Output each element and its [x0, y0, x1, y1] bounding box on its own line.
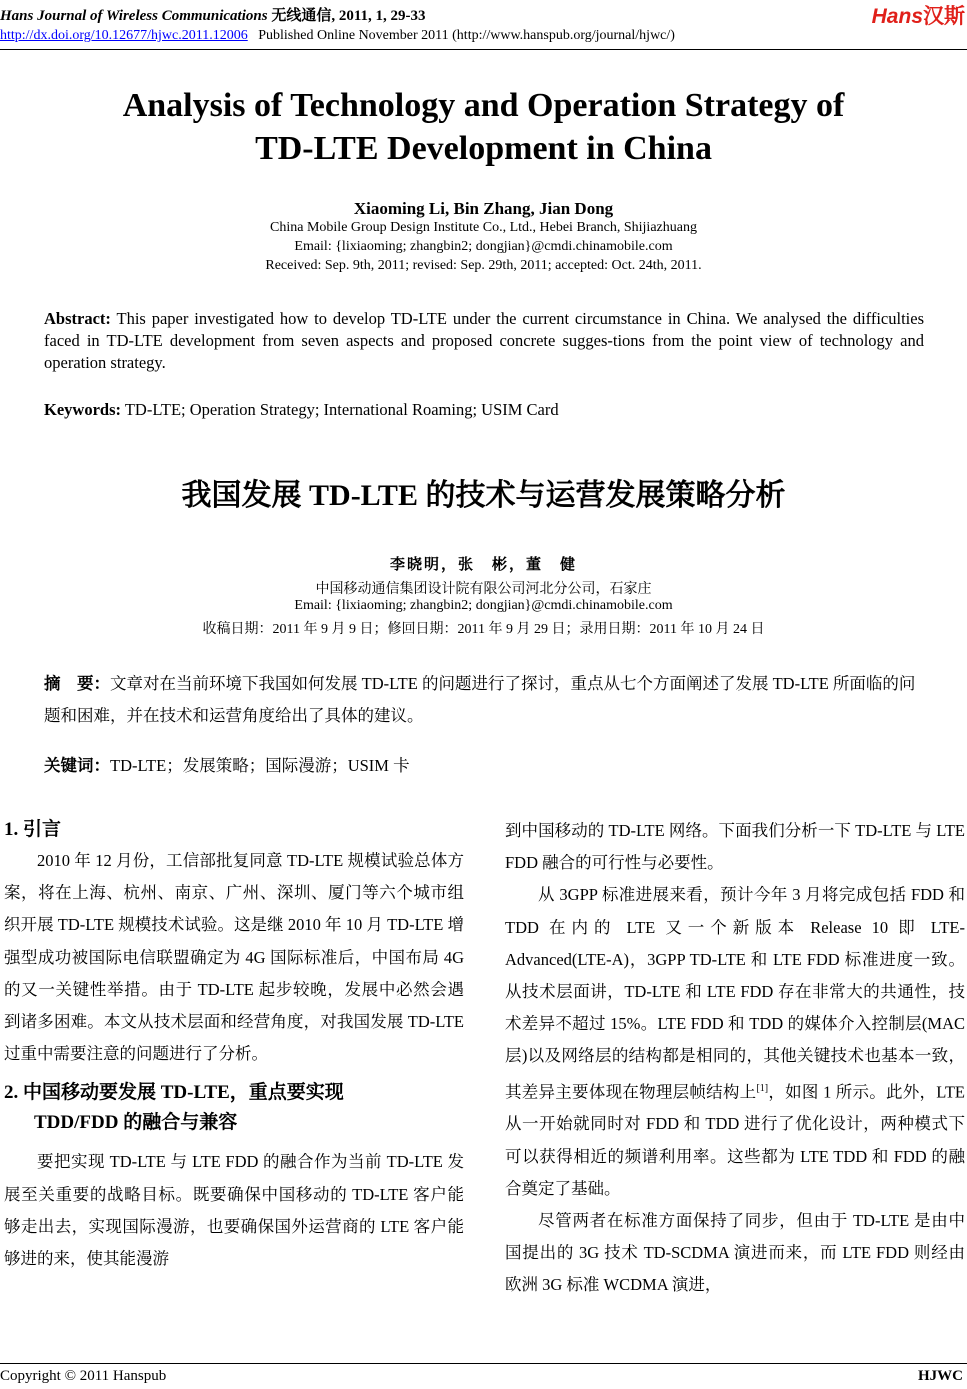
journal-name: Hans Journal of Wireless Communications: [0, 8, 268, 24]
footer-rule: [0, 1363, 967, 1364]
section-2-heading-line1: 2. 中国移动要发展 TD-LTE，重点要实现: [4, 1082, 344, 1104]
doi-line: [0, 28, 675, 44]
chinese-keywords-label: 关键词：: [44, 756, 110, 775]
right-paragraph-3gpp: [505, 879, 965, 1205]
section-2-paragraph: 要把实现 TD-LTE 与 LTE FDD 的融合作为当前 TD-LTE 发展至关重要的战略目标。既要确保中国移动的 TD-LTE 客户能够走出去，实现国际漫游，也要确保国外运营商的 LTE 客户能够进的来，使其能漫游: [4, 1152, 464, 1269]
journal-header: [0, 4, 426, 25]
logo-latin: Hans: [871, 5, 923, 28]
chinese-abstract-label: 摘 要：: [44, 674, 110, 693]
chinese-abstract: [44, 668, 924, 732]
abstract-label: Abstract:: [44, 309, 111, 328]
english-affiliation: China Mobile Group Design Institute Co., Ltd., Hebei Branch, Shijiazhuang: [270, 220, 697, 235]
section-1-paragraph: 2010 年 12 月份，工信部批复同意 TD-LTE 规模试验总体方案，将在上海、杭州、南京、广州、深圳、厦门等六个城市组织开展 TD-LTE 规模技术试验。这是继 2010 年 10 月 TD-LTE 增强型成功被国际电信联盟确定为 4G 国际标准后，中国布局 4G 的又一关键性举措。由于 TD-LTE 起步较晚，发展中必然会遇到诸多困难。本文从技术层面和经营角度，对我国发展 TD-LTE 过重中需要注意的问题进行了分析。: [4, 851, 464, 1064]
chinese-email: Email: {lixiaoming; zhangbin2; dongjian}@cmdi.chinamobile.com: [294, 598, 673, 613]
right-paragraph-3gpp-text: 从 3GPP 标准进展来看，预计今年 3 月将完成包括 FDD 和 TDD 在内的 LTE 又一个新版本 Release 10 即 LTE-Advanced(LTE-A)，3GPP TD-LTE 和 LTE FDD 标准进度一致。从技术层面讲，TD-LTE 和 LTE FDD 存在非常大的共通性，技术差异不超过 15%。LTE FDD 和 TDD 的媒体介入控制层(MAC 层)以及网络层的结构都是相同的，其他关键技术也基本一致，其差异主要体现在物理层帧结构上: [505, 885, 965, 1102]
page-footer: [0, 1368, 967, 1385]
english-title: [0, 84, 967, 170]
journal-code: HJWC: [918, 1368, 963, 1384]
chinese-dates: 收稿日期：2011 年 9 月 9 日；修回日期：2011 年 9 月 29 日；录用日期：2011 年 10 月 24 日: [202, 622, 765, 637]
english-title-line2: TD-LTE Development in China: [255, 130, 712, 167]
english-abstract: [44, 308, 924, 374]
header-rule: [0, 49, 967, 50]
logo-chinese: 汉斯: [923, 5, 965, 28]
english-keywords: [44, 400, 559, 420]
right-column: [505, 815, 965, 1302]
doi-link[interactable]: http://dx.doi.org/10.12677/hjwc.2011.12006: [0, 28, 248, 43]
english-authors: Xiaoming Li, Bin Zhang, Jian Dong: [353, 199, 614, 218]
right-paragraph-3gpp-tail: ，如图 1 所示。此外，LTE 从一开始就同时对 FDD 和 TDD 进行了优化设计，两种模式下可以获得相近的频谱利用率。这些都为 LTE TDD 和 FDD 的融合奠定了基础。: [505, 1082, 965, 1198]
copyright: Copyright © 2011 Hanspub: [0, 1368, 167, 1384]
hanspub-logo: [872, 0, 965, 30]
english-email: Email: {lixiaoming; zhangbin2; dongjian}@cmdi.chinamobile.com: [294, 239, 673, 254]
english-received-dates: Received: Sep. 9th, 2011; revised: Sep. 29th, 2011; accepted: Oct. 24th, 2011.: [265, 258, 702, 273]
keywords-text: TD-LTE; Operation Strategy; International Roaming; USIM Card: [124, 400, 559, 419]
english-title-line1: Analysis of Technology and Operation Strategy of: [122, 87, 845, 124]
chinese-affiliation: 中国移动通信集团设计院有限公司河北分公司，石家庄: [315, 582, 652, 597]
published-info: Published Online November 2011 (http://www.hanspub.org/journal/hjwc/): [258, 28, 675, 43]
left-column: [4, 815, 464, 1275]
section-2-heading: [4, 1078, 464, 1138]
section-2-heading-line2: TDD/FDD 的融合与兼容: [34, 1112, 238, 1134]
chinese-title: 我国发展 TD-LTE 的技术与运营发展策略分析: [181, 479, 786, 512]
section-1-heading: 1. 引言: [4, 819, 62, 840]
chinese-authors: 李晓明，张 彬，董 健: [389, 557, 577, 573]
chinese-keywords-text: TD-LTE；发展策略；国际漫游；USIM 卡: [110, 756, 410, 775]
keywords-label: Keywords:: [44, 400, 121, 419]
journal-volume: 无线通信, 2011, 1, 29-33: [271, 8, 426, 24]
chinese-abstract-text: 文章对在当前环境下我国如何发展 TD-LTE 的问题进行了探讨，重点从七个方面阐述了发展 TD-LTE 所面临的问题和困难，并在技术和运营角度给出了具体的建议。: [44, 674, 916, 725]
abstract-text: This paper investigated how to develop TD-LTE under the current circumstance in China. We analysed the difficulties faced in TD-LTE development from seven aspects and proposed concrete sugges-tions from the point view of technology and operation strategy.: [44, 309, 925, 372]
right-paragraph-standards: 尽管两者在标准方面保持了同步，但由于 TD-LTE 是由中国提出的 3G 技术 TD-SCDMA 演进而来，而 LTE FDD 则经由欧洲 3G 标准 WCDMA 演进，: [505, 1210, 965, 1295]
chinese-keywords: [44, 752, 410, 776]
right-paragraph-continued: 到中国移动的 TD-LTE 网络。下面我们分析一下 TD-LTE 与 LTE FDD 融合的可行性与必要性。: [505, 821, 965, 873]
citation-ref[interactable]: [1]: [756, 1082, 769, 1094]
